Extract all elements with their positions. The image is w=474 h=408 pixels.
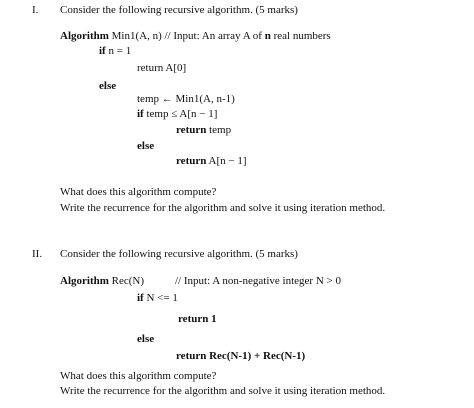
return-line-1: return A[0] <box>137 62 187 74</box>
algorithm-input-desc: real numbers <box>273 30 331 42</box>
if-condition: n = 1 <box>108 45 132 57</box>
question-number-2: II. <box>32 248 43 260</box>
return-line-2 <box>176 155 247 168</box>
algorithm-n: n <box>264 30 271 42</box>
return-value: A[n − 1] <box>208 155 247 167</box>
return-one-line: return 1 <box>178 313 217 325</box>
question-2-recurrence: Write the recurrence for the algorithm and solve it using iteration method. <box>60 385 386 397</box>
return-rec-line: return Rec(N-1) + Rec(N-1) <box>176 350 306 362</box>
temp-assignment: temp ← Min1(A, n-1) <box>137 93 235 105</box>
else-keyword-2: else <box>137 140 155 152</box>
algorithm-1-header <box>60 30 331 43</box>
if-condition: temp ≤ A[n − 1] <box>146 108 218 120</box>
else-keyword-3: else <box>137 333 155 345</box>
else-keyword-1: else <box>99 80 117 92</box>
if-condition: N <= 1 <box>146 292 178 304</box>
if-keyword: if <box>137 292 144 304</box>
question-number-1: I. <box>32 4 39 16</box>
question-1-prompt: Consider the following recursive algorithm. (5 marks) <box>60 4 298 16</box>
return-value: temp <box>209 124 232 136</box>
algorithm-keyword: Algorithm <box>60 30 109 42</box>
algorithm-signature: Rec(N) <box>111 275 145 287</box>
return-keyword: return <box>176 124 207 136</box>
if-keyword: if <box>99 45 106 57</box>
question-1-recurrence: Write the recurrence for the algorithm and solve it using iteration method. <box>60 202 386 214</box>
if-line-1 <box>99 45 131 58</box>
algorithm-keyword: Algorithm <box>60 275 109 287</box>
question-2-compute: What does this algorithm compute? <box>60 370 217 382</box>
if-line-3 <box>137 292 178 305</box>
return-temp-line <box>176 124 231 137</box>
if-line-2 <box>137 108 217 121</box>
return-keyword: return <box>176 155 207 167</box>
algorithm-2-header <box>60 275 144 288</box>
if-keyword: if <box>137 108 144 120</box>
algorithm-2-comment: // Input: A non-negative integer N > 0 <box>175 275 341 287</box>
algorithm-signature: Min1(A, n) // Input: An array A of <box>111 30 262 42</box>
question-1-compute: What does this algorithm compute? <box>60 186 217 198</box>
question-2-prompt: Consider the following recursive algorithm. (5 marks) <box>60 248 298 260</box>
